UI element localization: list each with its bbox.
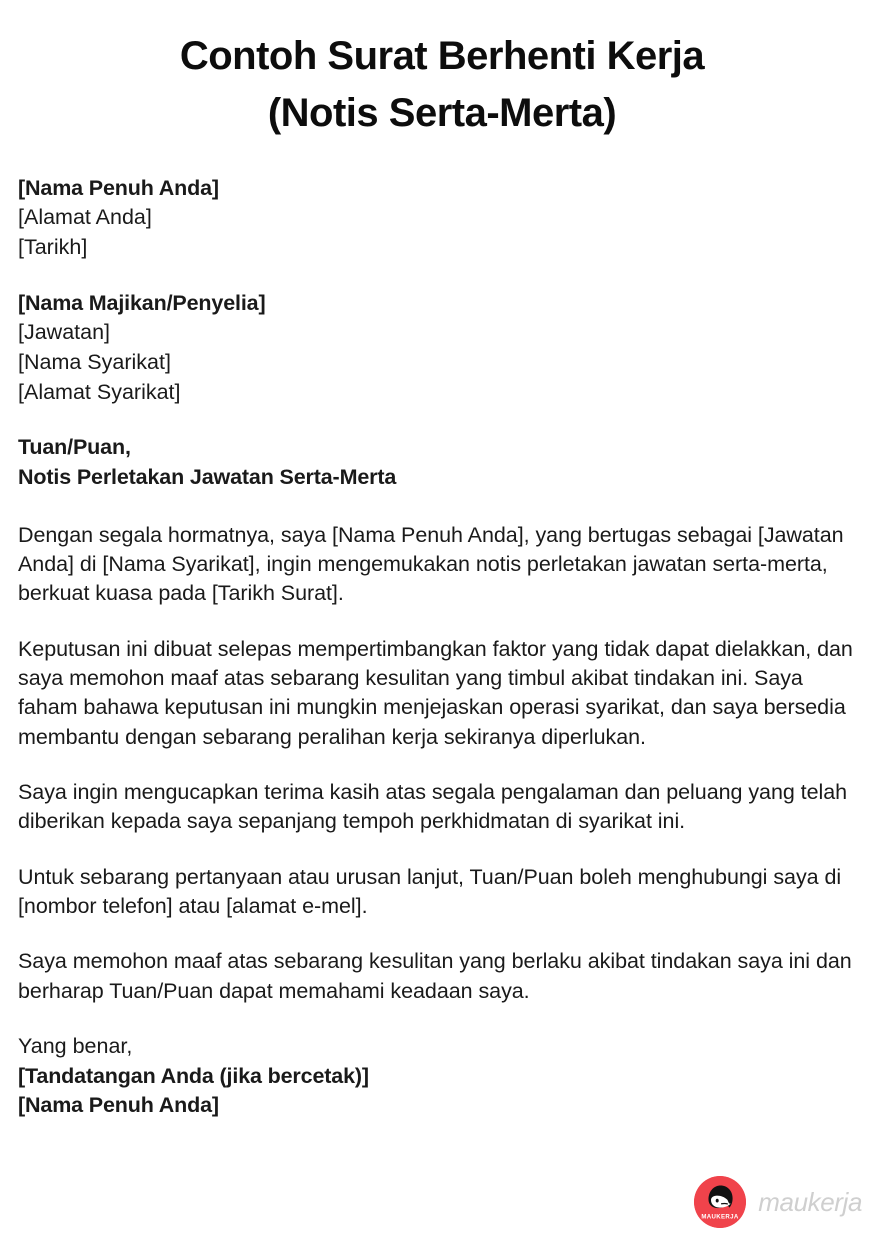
recipient-company: [Nama Syarikat]: [18, 349, 171, 374]
sender-address: [Alamat Anda]: [18, 205, 152, 230]
letter-body: [18, 174, 866, 1121]
closing-block: [18, 1032, 866, 1121]
brand-watermark: [694, 1176, 862, 1228]
body-paragraph-5: Saya memohon maaf atas sebarang kesulitan yang berlaku akibat tindakan saya ini dan berharap Tuan/Puan dapat memahami keadaan saya.: [18, 949, 852, 1003]
sender-name: [Nama Penuh Anda]: [18, 175, 219, 200]
signature-placeholder: [Tandatangan Anda (jika bercetak)]: [18, 1063, 369, 1088]
svg-text:MAUKERJA: MAUKERJA: [701, 1213, 739, 1221]
salutation: Tuan/Puan,: [18, 435, 131, 460]
page-title: [18, 0, 866, 142]
recipient-block: [18, 289, 866, 408]
valediction: Yang benar,: [18, 1033, 133, 1058]
body-paragraph-3: Saya ingin mengucapkan terima kasih atas segala pengalaman dan peluang yang telah diberikan kepada saya sepanjang tempoh perkhidmatan di syarikat ini.: [18, 779, 848, 834]
page-title-line-1: Contoh Surat Berhenti Kerja: [179, 34, 705, 78]
maukerja-logo-icon: [694, 1176, 746, 1228]
sender-block: [18, 174, 866, 263]
recipient-name: [Nama Majikan/Penyelia]: [18, 290, 266, 315]
body-paragraph-4: Untuk sebarang pertanyaan atau urusan lanjut, Tuan/Puan boleh menghubungi saya di [nombor telefon] atau [alamat e-mel].: [18, 864, 842, 918]
maukerja-wordmark: maukerja: [758, 1187, 862, 1217]
closing-name: [Nama Penuh Anda]: [18, 1093, 219, 1118]
body-paragraph-1: Dengan segala hormatnya, saya [Nama Penuh Anda], yang bertugas sebagai [Jawatan Anda] di [Nama Syarikat], ingin mengemukakan notis perletakan jawatan serta-merta, berkuat kuasa pada [Tarikh Surat].: [18, 522, 844, 606]
subject-block: [18, 433, 866, 492]
recipient-company-address: [Alamat Syarikat]: [18, 379, 181, 404]
body-paragraph-2: Keputusan ini dibuat selepas mempertimbangkan faktor yang tidak dapat dielakkan, dan saya memohon maaf atas sebarang kesulitan yang timbul akibat tindakan ini. Saya faham bahawa keputusan ini mungkin menjejaskan operasi syarikat, dan saya bersedia membantu dengan sebarang peralihan kerja sekiranya diperlukan.: [18, 636, 853, 749]
page-title-line-2: (Notis Serta-Merta): [267, 90, 617, 135]
sender-date: [Tarikh]: [18, 234, 88, 259]
subject-line: Notis Perletakan Jawatan Serta-Merta: [18, 464, 397, 489]
recipient-position: [Jawatan]: [18, 320, 111, 345]
